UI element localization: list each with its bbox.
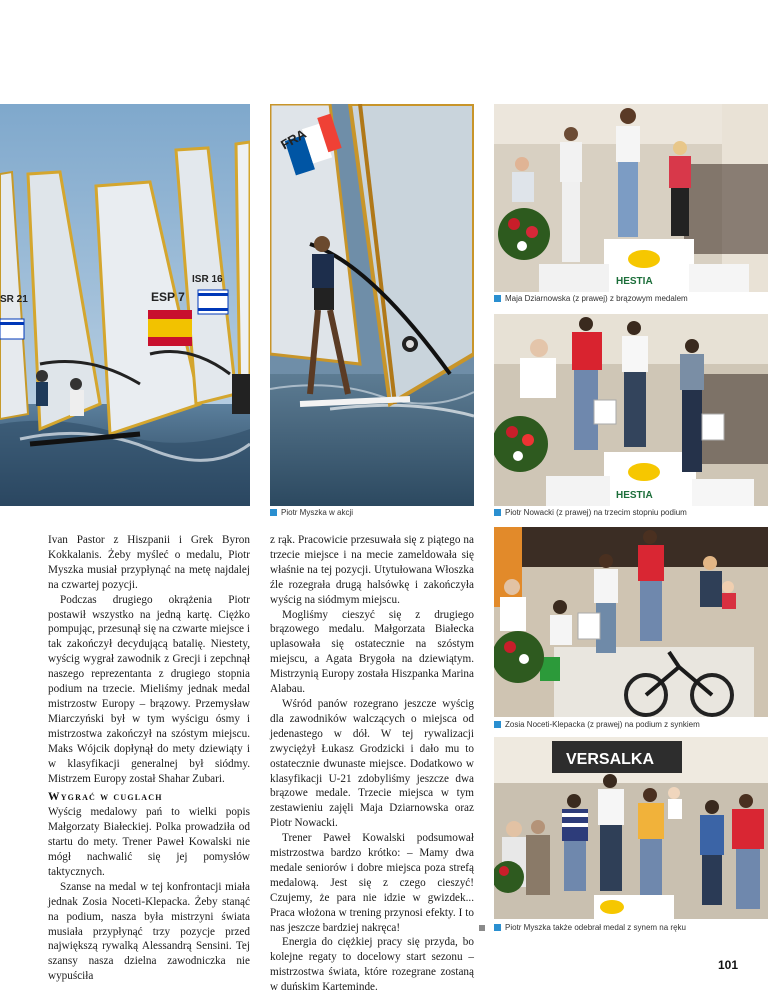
caption-text: Zosia Noceti-Klepacka (z prawej) na podium z synkiem bbox=[505, 720, 700, 729]
photo-windsurfers-fleet bbox=[0, 104, 250, 506]
photo-podium-women bbox=[494, 104, 768, 292]
caption-myszka-medal bbox=[494, 923, 686, 932]
article-paragraph: Szanse na medal w tej konfrontacji miała jednak Zosia Noceti-Klepacka. Żeby stanąć na podium, nasza była mistrzyni świata musiała przypłynąć trzy pozycje przed największą rywalką Alessandrą Sensini. Tej szansy nasza dzielna zawodniczka nie wypuściła bbox=[48, 880, 250, 983]
article-paragraph: Mogliśmy cieszyć się z drugiego brązowego medalu. Małgorzata Białecka uplasowała się ostatecznie na szóstym miejscu, a Agata Brygoła na dziewiątym. Mistrzynią Europy została Hiszpanka Marina Alabau. bbox=[270, 608, 474, 696]
section-heading: Wygrać w cuglach bbox=[48, 791, 163, 804]
article-paragraph: Energia do ciężkiej pracy się przyda, bo kolejne regaty to docelowy start sezonu – mistrzostwa świata, które rozegrane zostaną w duńskim Karteminde. bbox=[270, 936, 474, 994]
caption-nowacki bbox=[494, 508, 687, 517]
svg-text:HESTIA: HESTIA bbox=[616, 490, 653, 501]
caption-text: Piotr Nowacki (z prawej) na trzecim stopniu podium bbox=[505, 508, 687, 517]
caption-bullet bbox=[270, 509, 277, 516]
svg-text:FRA: FRA bbox=[278, 125, 309, 153]
caption-text: Piotr Myszka w akcji bbox=[281, 508, 354, 517]
article-column-1 bbox=[48, 533, 250, 984]
photo-podium-zosia bbox=[494, 527, 768, 717]
article-paragraph: Wyścig medalowy pań to wielki popis Małgorzaty Białeckiej. Polka prowadziła od startu do mety. Trener Paweł Kowalski nie mógł nachwalić się jej pomysłów taktycznych. bbox=[48, 806, 250, 878]
article-column-2 bbox=[270, 533, 474, 995]
page-number: 101 bbox=[717, 958, 738, 972]
article-paragraph: Ivan Pastor z Hiszpanii i Grek Byron Kokkalanis. Żeby myśleć o medalu, Piotr Myszka musiał przypłynąć na metę najdalej na czwartej pozycji. bbox=[48, 534, 250, 591]
caption-dziarnowska bbox=[494, 294, 688, 303]
photo-podium-men bbox=[494, 314, 768, 506]
article-paragraph: Wśród panów rozegrano jeszcze wyścig dla zawodników walczących o miejsca od jedenastego w dół. W tej rywalizacji zwyciężył Łukasz Grodzicki i dało mu to ostatecznie dwunaste miejsce. Dodatkowo w klasyfikacji U-21 zdobyliśmy jeszcze dwa brązowe medale. Trzecie miejsca w tym zestawieniu zajęli Maja Dziarnowska oraz Piotr Nowacki. bbox=[270, 697, 474, 830]
article-paragraph: Podczas drugiego okrążenia Piotr postawił wszystko na jedną kartę. Ciężko pompując, przesunął się na czwarte miejsce i tak zakończył decydującą batalię. Niestety, wyścig wygrał zawodnik z Grecji i zepchnął naszego reprezentanta z drugiego stopnia podium na trzecie. Mieliśmy jednak medal mistrzostw Europy – brązowy. Przemysław Miarczyński był w tym wyścigu ósmy i mistrzostwa zakończył na szóstym miejscu. Maks Wójcik dopłynął do mety dziewiąty i w klasyfikacji generalnej był siódmy. Mistrzem Europy został Shahar Zubari. bbox=[48, 593, 250, 785]
svg-text:ESP 7: ESP 7 bbox=[151, 290, 185, 304]
caption-noceti bbox=[494, 720, 700, 729]
caption-bullet bbox=[494, 924, 501, 931]
article-paragraph: z rąk. Pracowicie przesuwała się z piątego na trzecie miejsce i na mecie zameldowała się właśnie na tej pozycji. Utytułowana Włoszka źle rozegrała drugą halsówkę i zakończyła wyścig na siódmym miejscu. bbox=[270, 534, 474, 606]
caption-text: Maja Dziarnowska (z prawej) z brązowym medalem bbox=[505, 294, 688, 303]
caption-marker bbox=[479, 925, 485, 931]
caption-myszka-action bbox=[270, 508, 353, 517]
caption-bullet bbox=[494, 509, 501, 516]
banner-versalka: VERSALKA bbox=[566, 751, 655, 768]
svg-text:SR 21: SR 21 bbox=[0, 294, 28, 305]
svg-text:HESTIA: HESTIA bbox=[616, 276, 653, 287]
article-paragraph: Trener Paweł Kowalski podsumował mistrzostwa bardzo krótko: – Mamy dwa medale seniorów i dobre miejsca poza strefą medalową. Jest się z czego cieszyć! Czujemy, że para nie idzie w gwizdek... Praca włożona w trening przynosi efekty. I to nas jeszcze bardziej nakręca! bbox=[270, 832, 474, 934]
photo-podium-myszka bbox=[494, 737, 768, 919]
caption-text: Piotr Myszka także odebrał medal z synem na ręku bbox=[505, 923, 686, 932]
photo-piotr-myszka-action bbox=[270, 104, 474, 506]
caption-bullet bbox=[494, 295, 501, 302]
caption-bullet bbox=[494, 721, 501, 728]
svg-text:ISR 16: ISR 16 bbox=[192, 274, 223, 285]
